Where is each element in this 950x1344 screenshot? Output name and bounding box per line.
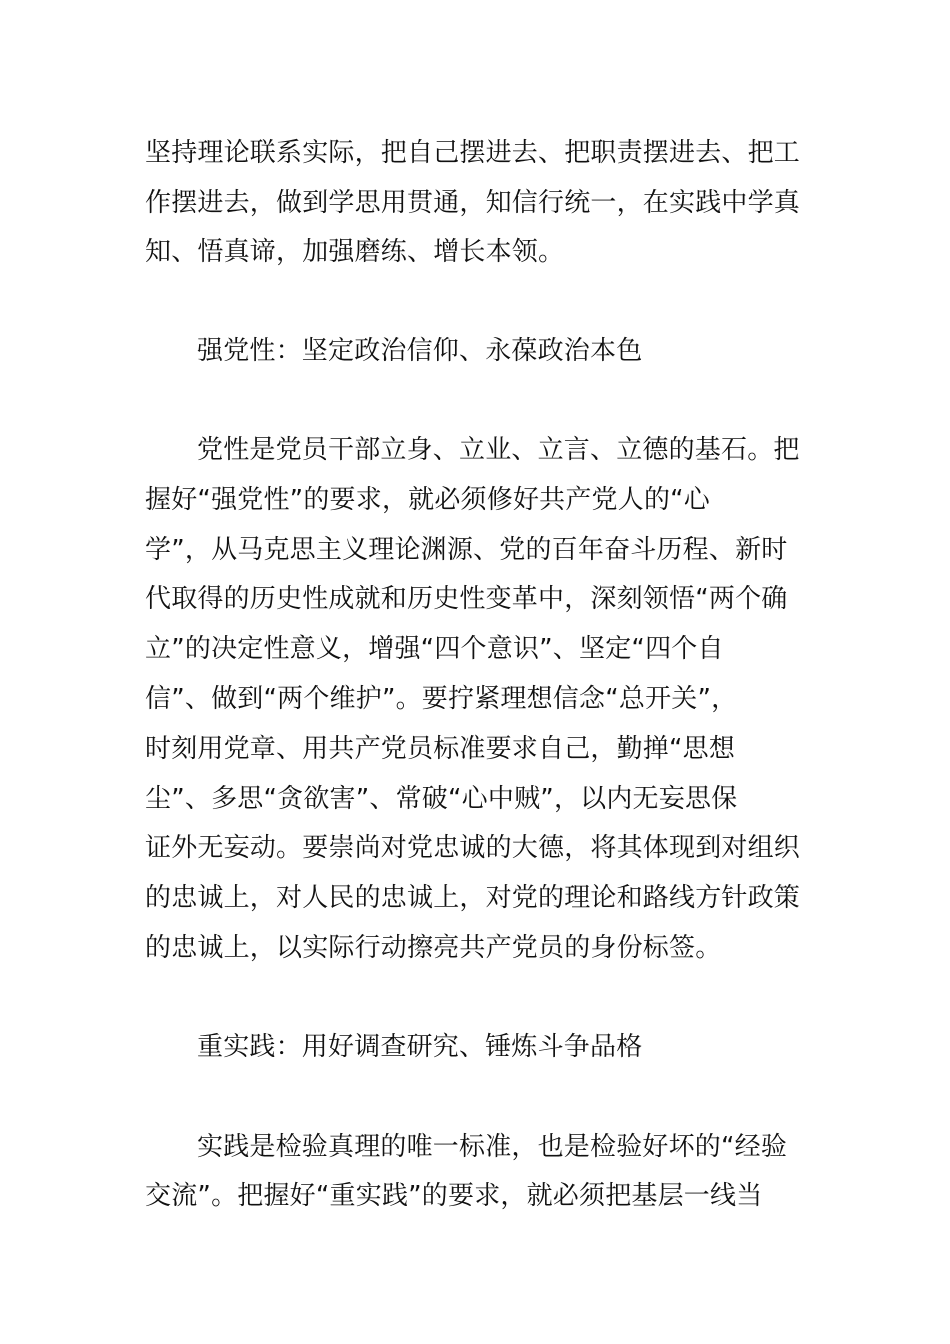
paragraph-line: 尘”、多思“贪欲害”、常破“心中贼”，以内无妄思保 [145, 784, 738, 814]
section-heading: 重实践：用好调查研究、锤炼斗争品格 [197, 1032, 643, 1062]
paragraph-line: 作摆进去，做到学思用贯通，知信行统一，在实践中学真 [145, 188, 801, 218]
paragraph-line: 握好“强党性”的要求，就必须修好共产党人的“心 [145, 485, 711, 515]
paragraph-line: 立”的决定性意义，增强“四个意识”、坚定“四个自 [145, 634, 724, 664]
paragraph-line: 代取得的历史性成就和历史性变革中，深刻领悟“两个确 [145, 584, 788, 614]
paragraph-line: 交流”。把握好“重实践”的要求，就必须把基层一线当 [145, 1181, 763, 1211]
paragraph-line: 实践是检验真理的唯一标准，也是检验好坏的“经验 [197, 1132, 788, 1162]
section-heading: 强党性：坚定政治信仰、永葆政治本色 [197, 336, 643, 366]
paragraph-line: 党性是党员干部立身、立业、立言、立德的基石。把 [197, 435, 800, 465]
paragraph-line: 的忠诚上，对人民的忠诚上，对党的理论和路线方针政策 [145, 883, 801, 913]
paragraph-line: 信”、做到“两个维护”。要拧紧理想信念“总开关”， [145, 684, 738, 714]
paragraph-line: 的忠诚上，以实际行动擦亮共产党员的身份标签。 [145, 933, 722, 963]
paragraph-line: 时刻用党章、用共产党员标准要求自己，勤掸“思想 [145, 734, 736, 764]
paragraph-line: 知、悟真谛，加强磨练、增长本领。 [145, 237, 565, 267]
paragraph-line: 坚持理论联系实际，把自己摆进去、把职责摆进去、把工 [145, 138, 801, 168]
paragraph-line: 证外无妄动。要崇尚对党忠诚的大德，将其体现到对组织 [145, 833, 801, 863]
paragraph-line: 学”，从马克思主义理论渊源、党的百年奋斗历程、新时 [145, 535, 788, 565]
